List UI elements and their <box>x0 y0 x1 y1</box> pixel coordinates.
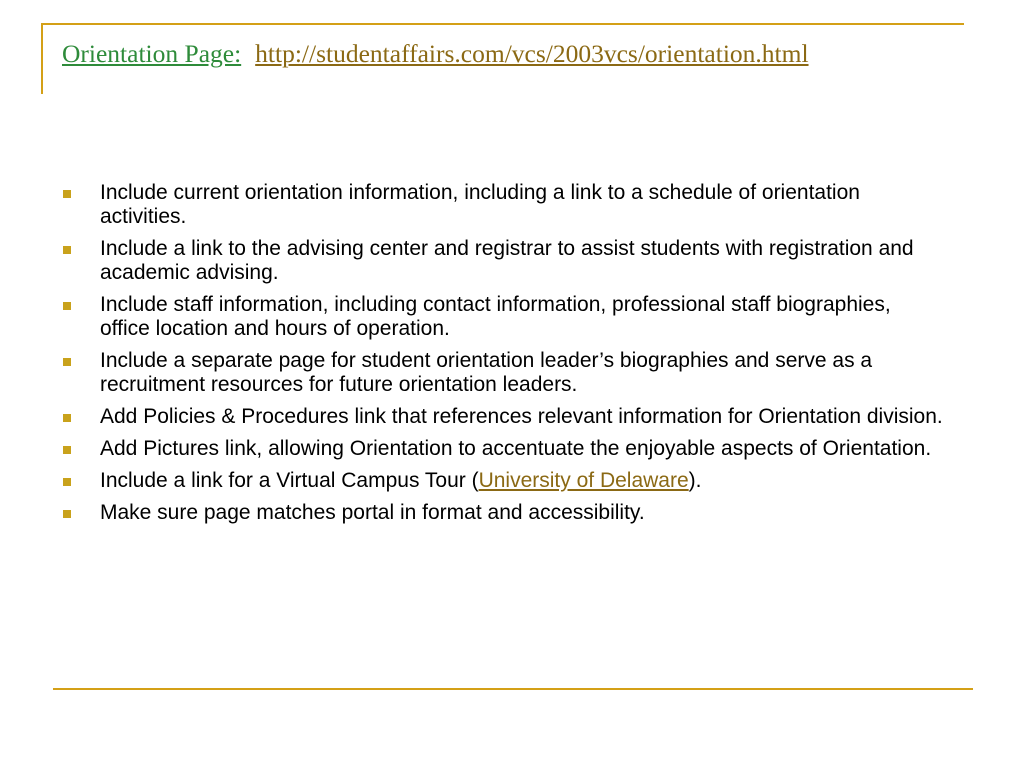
left-rule <box>41 23 43 94</box>
square-bullet-icon <box>63 358 71 366</box>
square-bullet-icon <box>63 414 71 422</box>
slide-title <box>62 38 809 70</box>
square-bullet-icon <box>63 510 71 518</box>
square-bullet-icon <box>63 478 71 486</box>
list-item <box>63 437 943 461</box>
square-bullet-icon <box>63 246 71 254</box>
list-item <box>63 469 943 493</box>
orientation-page-link[interactable]: Orientation Page: <box>62 39 242 68</box>
orientation-url-link[interactable]: http://studentaffairs.com/vcs/2003vcs/orientation.html <box>255 39 809 68</box>
list-item <box>63 181 943 229</box>
bullet-text: Include current orientation information, including a link to a schedule of orientation activities. <box>100 181 860 228</box>
bullet-text: Include a separate page for student orientation leader’s biographies and serve as a recruitment resources for future orientation leaders. <box>100 349 873 396</box>
bullet-text: Add Pictures link, allowing Orientation to accentuate the enjoyable aspects of Orientation. <box>100 437 932 460</box>
list-item <box>63 237 943 285</box>
university-of-delaware-link[interactable]: University of Delaware <box>478 469 689 492</box>
bullet-text: Add Policies & Procedures link that references relevant information for Orientation division. <box>100 405 943 428</box>
bullet-text-before-link: Include a link for a Virtual Campus Tour ( <box>100 469 479 492</box>
bullet-text: Include a link to the advising center and registrar to assist students with registration and academic advising. <box>100 237 914 284</box>
bullet-text: Make sure page matches portal in format and accessibility. <box>100 501 645 524</box>
list-item <box>63 501 943 525</box>
bullet-text-after-link: ). <box>688 469 702 492</box>
list-item <box>63 293 943 341</box>
bottom-rule <box>53 688 973 690</box>
square-bullet-icon <box>63 190 71 198</box>
bullet-text: Include staff information, including contact information, professional staff biographies, office location and hours of operation. <box>100 293 891 340</box>
square-bullet-icon <box>63 446 71 454</box>
square-bullet-icon <box>63 302 71 310</box>
list-item <box>63 405 943 429</box>
bullet-list <box>63 181 943 533</box>
top-rule <box>41 23 964 25</box>
list-item <box>63 349 943 397</box>
